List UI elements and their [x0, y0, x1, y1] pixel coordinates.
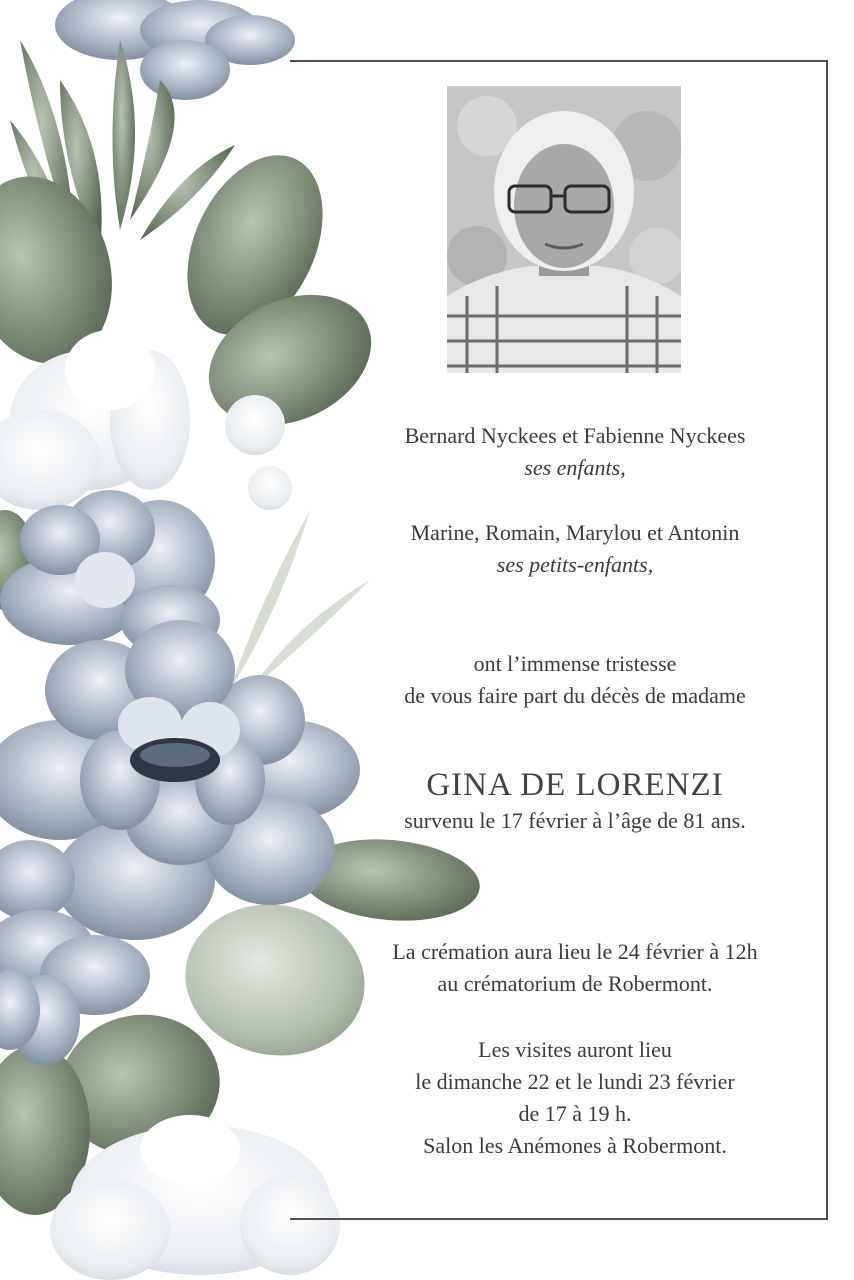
visits-line-3: de 17 à 19 h. [518, 1101, 632, 1126]
cremation-line-1: La crémation aura lieu le 24 février à 12h [392, 939, 758, 964]
berries [225, 395, 292, 510]
children-names: Bernard Nyckees et Fabienne Nyckees [404, 423, 746, 448]
death-details: survenu le 17 février à l’âge de 81 ans. [404, 808, 746, 833]
portrait-photo [447, 86, 681, 373]
grandchildren-section [340, 517, 810, 581]
visits-line-1: Les visites auront lieu [478, 1037, 672, 1062]
portrait-image [447, 86, 681, 373]
visits-line-2: le dimanche 22 et le lundi 23 février [415, 1069, 735, 1094]
grandchildren-role: ses petits-enfants, [496, 552, 654, 577]
children-role: ses enfants, [524, 455, 626, 480]
announcement-line-2: de vous faire part du décès de madame [404, 683, 746, 708]
grandchildren-names: Marine, Romain, Marylou et Antonin [410, 520, 740, 545]
visits-line-4: Salon les Anémones à Robermont. [423, 1133, 727, 1158]
visits-section [340, 1034, 810, 1162]
cremation-line-2: au crématorium de Robermont. [437, 971, 713, 996]
top-flower [55, 0, 295, 100]
announcement-section [340, 648, 810, 712]
family-section [340, 420, 810, 484]
deceased-name: GINA DE LORENZI [426, 767, 724, 803]
cremation-section [340, 936, 810, 1000]
deceased-section [340, 765, 810, 837]
announcement-line-1: ont l’immense tristesse [473, 651, 677, 676]
